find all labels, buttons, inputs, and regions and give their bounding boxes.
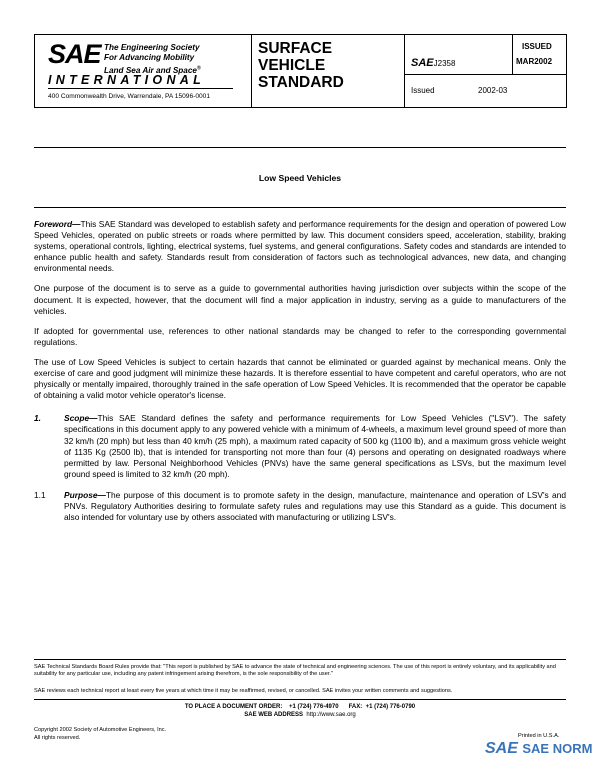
intl-underline <box>48 88 233 89</box>
body-paragraph: One purpose of the document is to serve as a guide to governmental authorities having jurisdiction over subjects within the scope of the document. It is expected, however, that the document will find a major application in industry, serving as a guide to manufacturers of the vehicles. <box>34 283 566 316</box>
sae-logo: SAE <box>48 39 101 69</box>
doc-number-prefix: SAE <box>411 57 434 69</box>
fax-label: FAX: <box>348 704 363 710</box>
order-phone: +1 (724) 776-4970 <box>289 704 339 710</box>
footer-rule <box>34 659 566 660</box>
document-title: Low Speed Vehicles <box>258 173 342 183</box>
sae-norm-watermark <box>485 740 592 758</box>
watermark-logo-icon: SAE <box>485 740 518 757</box>
doc-type-line-1: SURFACE <box>258 40 333 57</box>
header-divider-2 <box>404 34 405 107</box>
issued-date: MAR2002 <box>516 57 553 66</box>
society-line-2: For Advancing Mobility <box>104 53 195 62</box>
international-label: INTERNATIONAL <box>48 73 206 87</box>
doc-number-value: J2358 <box>433 59 456 68</box>
policy-statement-1: SAE Technical Standards Board Rules provide that: "This report is published by SAE to advance the state of technical and engineering sciences. The use of this report is entirely voluntary, and its applicability and suitability for any particular use, including any patent infringement arising therefrom, is the sole responsibility of the user." <box>34 664 556 677</box>
doc-number <box>411 53 455 71</box>
watermark-text: SAE NORM <box>522 741 593 756</box>
society-address: 400 Commonwealth Drive, Warrendale, PA 15096-0001 <box>48 93 210 100</box>
copyright: Copyright 2002 Society of Automotive Engineers, Inc. <box>34 727 167 733</box>
header-divider-1 <box>251 34 252 107</box>
web-address[interactable]: http://www.sae.org <box>306 712 356 718</box>
printed-in: Printed in U.S.A. <box>518 733 560 739</box>
title-rule-top <box>34 147 566 148</box>
body-paragraph: If adopted for governmental use, references to other national standards may be changed to refer to the corresponding governmental regulations. <box>34 325 566 347</box>
header-hline <box>404 74 566 75</box>
doc-type-line-2: VEHICLE <box>258 57 326 74</box>
document-body <box>34 219 566 532</box>
order-line <box>0 704 600 710</box>
section-number: 1.1 <box>34 489 46 500</box>
society-line-1: The Engineering Society <box>104 43 200 52</box>
web-label: SAE WEB ADDRESS <box>244 712 304 718</box>
title-rule-bottom <box>34 207 566 208</box>
issued-label: ISSUED <box>522 42 552 51</box>
footer-rule-2 <box>34 699 566 700</box>
registered-mark: ® <box>196 65 201 71</box>
fax-number: +1 (724) 776-0790 <box>365 704 416 710</box>
section-heading: Scope— <box>64 413 98 424</box>
foreword-paragraph <box>34 219 566 274</box>
society-line-3: Land Sea Air and Space® <box>104 65 201 75</box>
web-line <box>0 712 600 718</box>
doc-type-line-3: STANDARD <box>258 74 344 91</box>
section-text: This SAE Standard defines the safety and performance requirements for Low Speed Vehicles ("LSV"). The safety specifications in this document apply to any powered vehicle with a minimum of 4-wheels, a maximum level ground speed of more than 32 km/h (20 mph) but less than 40 km/h (25 mph), a maximum rated capacity of 500 kg (1100 lb), and a maximum gross vehicle weight of 1135 Kg (2500 lb), that is intended for transporting not more than four (4) persons and operating on designated roadways where permitted by law. Personal Neighborhood Vehicles (PNVs) have the same general specifications as LSVs, but the maximum level ground speed is limited to 32 km/h (20 mph). <box>64 413 566 479</box>
body-paragraph: The use of Low Speed Vehicles is subject to certain hazards that cannot be eliminated or guarded against by mechanical means. Only the exercise of care and good judgment will minimize these hazards. It is therefore essential to have competent and careful operators, who are not physically or mentally impaired, thoroughly trained in the safe operation of Low Speed Vehicles. It is recommended that the operator be capable of obtaining a valid motor vehicle operator's license. <box>34 356 566 401</box>
issued-row-label: Issued <box>411 86 435 95</box>
section-scope <box>34 413 566 480</box>
policy-statement-2: SAE reviews each technical report at least every five years at which time it may be reaffirmed, revised, or cancelled. SAE invites your written comments and suggestions. <box>34 688 453 694</box>
order-label: TO PLACE A DOCUMENT ORDER: <box>184 704 283 710</box>
society-tagline <box>104 43 201 76</box>
rights-reserved: All rights reserved. <box>34 735 81 741</box>
section-heading: Purpose— <box>64 489 106 500</box>
header-divider-3 <box>512 34 513 74</box>
foreword-lead: Foreword— <box>34 219 81 229</box>
issued-row-date: 2002-03 <box>478 86 508 95</box>
foreword-text: This SAE Standard was developed to establish safety and performance requirements for the design and operation of powered Low Speed Vehicles, operated on public streets or roads where permitted by law. This document considers speed, acceleration, stability, braking systems, operational controls, lighting, electrical systems, fuel systems, and general configurations. Safety codes and standards are intended to enhance public health and safety. Standards result from consideration of factors such as technological advances, new data, and changing environmental needs. <box>34 219 566 274</box>
section-text: The purpose of this document is to promote safety in the design, manufacture, maintenance and operation of LSV's and PNVs. Regulatory Authorities desiring to formulate safety rules and regulations may use this Standard as a guide. This document is also intended for voluntary use by others associated with manufacturing or utilizing LSV's. <box>64 489 566 523</box>
document-type <box>258 40 344 91</box>
section-purpose <box>34 490 566 523</box>
section-number: 1. <box>34 413 41 424</box>
